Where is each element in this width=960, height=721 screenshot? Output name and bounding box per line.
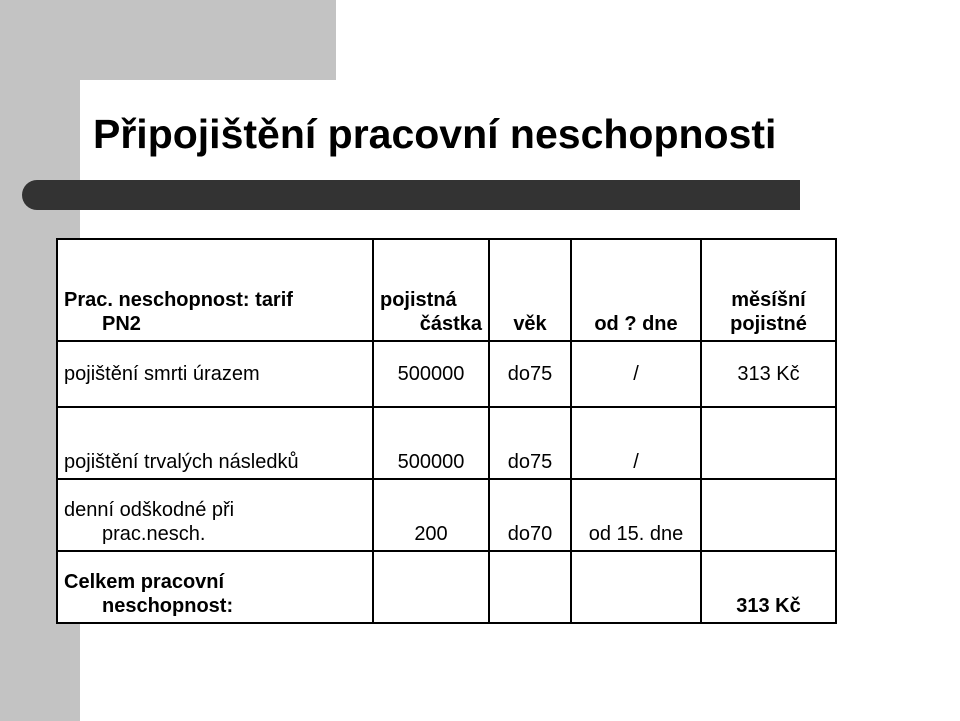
total-from-empty [571,551,701,623]
total-amount-empty [373,551,489,623]
row-premium [701,407,836,479]
tariff-table [56,238,837,624]
row-from-day: od 15. dne [571,479,701,551]
row-age: do70 [489,479,571,551]
header-amount: pojistná částka [373,239,489,341]
table-row [57,479,836,551]
row-from-day: / [571,407,701,479]
title-underline-bar [22,180,800,210]
slide-title: Připojištění pracovní neschopnosti [93,111,777,157]
header-age: věk [489,239,571,341]
row-label: denní odškodné při prac.nesch. [57,479,373,551]
row-amount: 500000 [373,341,489,407]
total-label: Celkem pracovní neschopnost: [57,551,373,623]
row-age: do75 [489,407,571,479]
header-monthly-premium: měsíšní pojistné [701,239,836,341]
row-premium: 313 Kč [701,341,836,407]
row-age: do75 [489,341,571,407]
row-label: pojištění trvalých následků [57,407,373,479]
row-premium [701,479,836,551]
table-row [57,407,836,479]
header-from-day: od ? dne [571,239,701,341]
table-total-row [57,551,836,623]
table-header-row [57,239,836,341]
row-amount: 200 [373,479,489,551]
row-label: pojištění smrti úrazem [57,341,373,407]
table-row [57,341,836,407]
total-age-empty [489,551,571,623]
row-from-day: / [571,341,701,407]
header-tariff: Prac. neschopnost: tarif PN2 [57,239,373,341]
total-premium: 313 Kč [701,551,836,623]
row-amount: 500000 [373,407,489,479]
